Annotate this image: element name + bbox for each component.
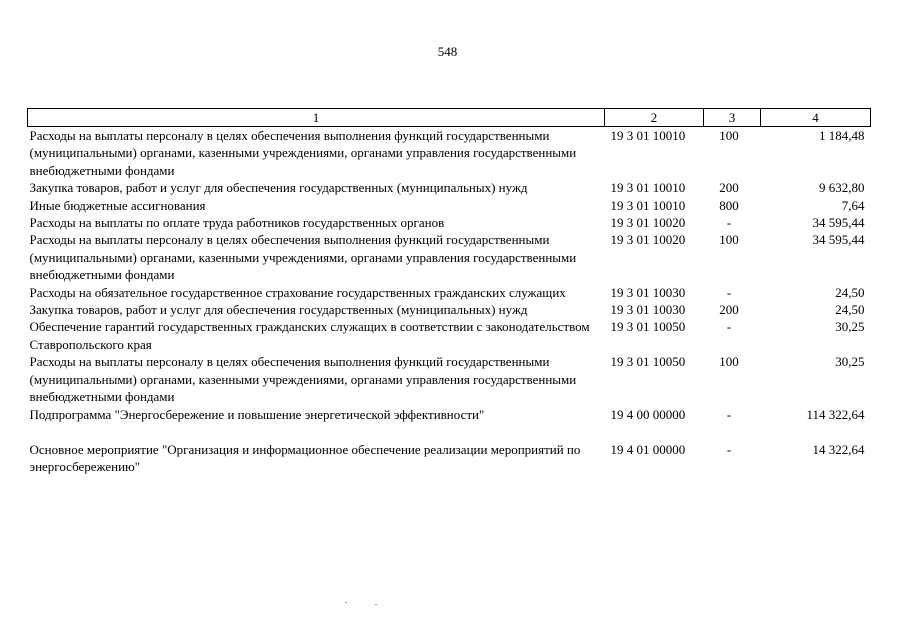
row-type: 100 (719, 232, 739, 248)
row-type: - (726, 406, 732, 422)
row-code: 19 3 01 10010 (610, 180, 686, 196)
row-type: - (726, 215, 732, 231)
table-row (28, 301, 871, 318)
row-name: Закупка товаров, работ и услуг для обеспечения государственных (муниципальных) нужд (29, 302, 528, 318)
row-amount: 1 184,48 (819, 128, 865, 143)
row-code: 19 3 01 10030 (610, 284, 686, 300)
row-amount: 114 322,64 (806, 406, 865, 422)
row-type: 800 (719, 197, 739, 213)
header-col-2: 2 (605, 109, 704, 127)
row-name: Расходы на выплаты персоналу в целях обеспечения выполнения функций государственными (муниципальными) органами, казенными учреждениями, органами управления государственными внебюджетными фондами (29, 354, 577, 405)
row-code: 19 3 01 10030 (610, 302, 686, 318)
row-type: - (726, 319, 732, 335)
row-code: 19 4 00 00000 (610, 406, 686, 422)
row-name: Расходы на выплаты персоналу в целях обеспечения выполнения функций государственными (муниципальными) органами, казенными учреждениями, органами управления государственными внебюджетными фондами (29, 128, 577, 178)
row-name: Основное мероприятие "Организация и информационное обеспечение реализации мероприятий по энергосбережению" (29, 441, 581, 475)
table-row (28, 353, 871, 405)
row-type: - (726, 441, 732, 457)
row-amount: 14 322,64 (812, 441, 865, 457)
row-code: 19 3 01 10050 (610, 354, 686, 370)
row-code: 19 3 01 10020 (610, 215, 686, 231)
row-amount: 24,50 (835, 284, 865, 300)
header-col-3: 3 (704, 109, 761, 127)
table-row (28, 423, 871, 476)
row-code: 19 3 01 10050 (610, 319, 686, 335)
table-row (28, 318, 871, 353)
row-name: Подпрограмма "Энергосбережение и повышение энергетической эффективности" (29, 406, 485, 422)
header-row (28, 109, 871, 127)
table-row (28, 179, 871, 196)
row-code: 19 3 01 10010 (610, 128, 686, 143)
table-row (28, 231, 871, 283)
row-type: - (726, 284, 732, 300)
row-code: 19 3 01 10020 (610, 232, 686, 248)
row-type: 100 (719, 354, 739, 370)
budget-table (27, 108, 871, 476)
row-amount: 30,25 (835, 354, 865, 370)
row-name: Расходы на выплаты по оплате труда работников государственных органов (29, 215, 445, 231)
row-type: 200 (719, 302, 739, 318)
scan-specks (345, 602, 385, 606)
budget-table-container (27, 108, 870, 476)
row-code: 19 4 01 00000 (610, 441, 686, 457)
page-number: 548 (437, 44, 458, 59)
row-amount: 30,25 (835, 319, 865, 335)
table-row (28, 127, 871, 180)
row-name: Обеспечение гарантий государственных гражданских служащих в соответствии с законодательством Ставропольского края (29, 319, 590, 352)
row-code: 19 3 01 10010 (610, 197, 686, 213)
row-type: 200 (719, 180, 739, 196)
row-amount: 34 595,44 (812, 232, 865, 248)
row-amount: 34 595,44 (812, 215, 865, 231)
table-row (28, 197, 871, 214)
header-col-4: 4 (761, 109, 871, 127)
row-type: 100 (719, 128, 739, 143)
row-name: Закупка товаров, работ и услуг для обеспечения государственных (муниципальных) нужд (29, 180, 528, 196)
table-row (28, 406, 871, 423)
row-name: Расходы на обязательное государственное страхование государственных гражданских служащих (29, 284, 566, 300)
row-name: Расходы на выплаты персоналу в целях обеспечения выполнения функций государственными (муниципальными) органами, казенными учреждениями, органами управления государственными внебюджетными фондами (29, 232, 577, 283)
row-amount: 24,50 (835, 302, 865, 318)
row-amount: 7,64 (841, 197, 865, 213)
row-name: Иные бюджетные ассигнования (29, 197, 206, 213)
header-col-1: 1 (28, 109, 605, 127)
row-amount: 9 632,80 (819, 180, 865, 196)
table-row (28, 284, 871, 301)
table-row (28, 214, 871, 231)
